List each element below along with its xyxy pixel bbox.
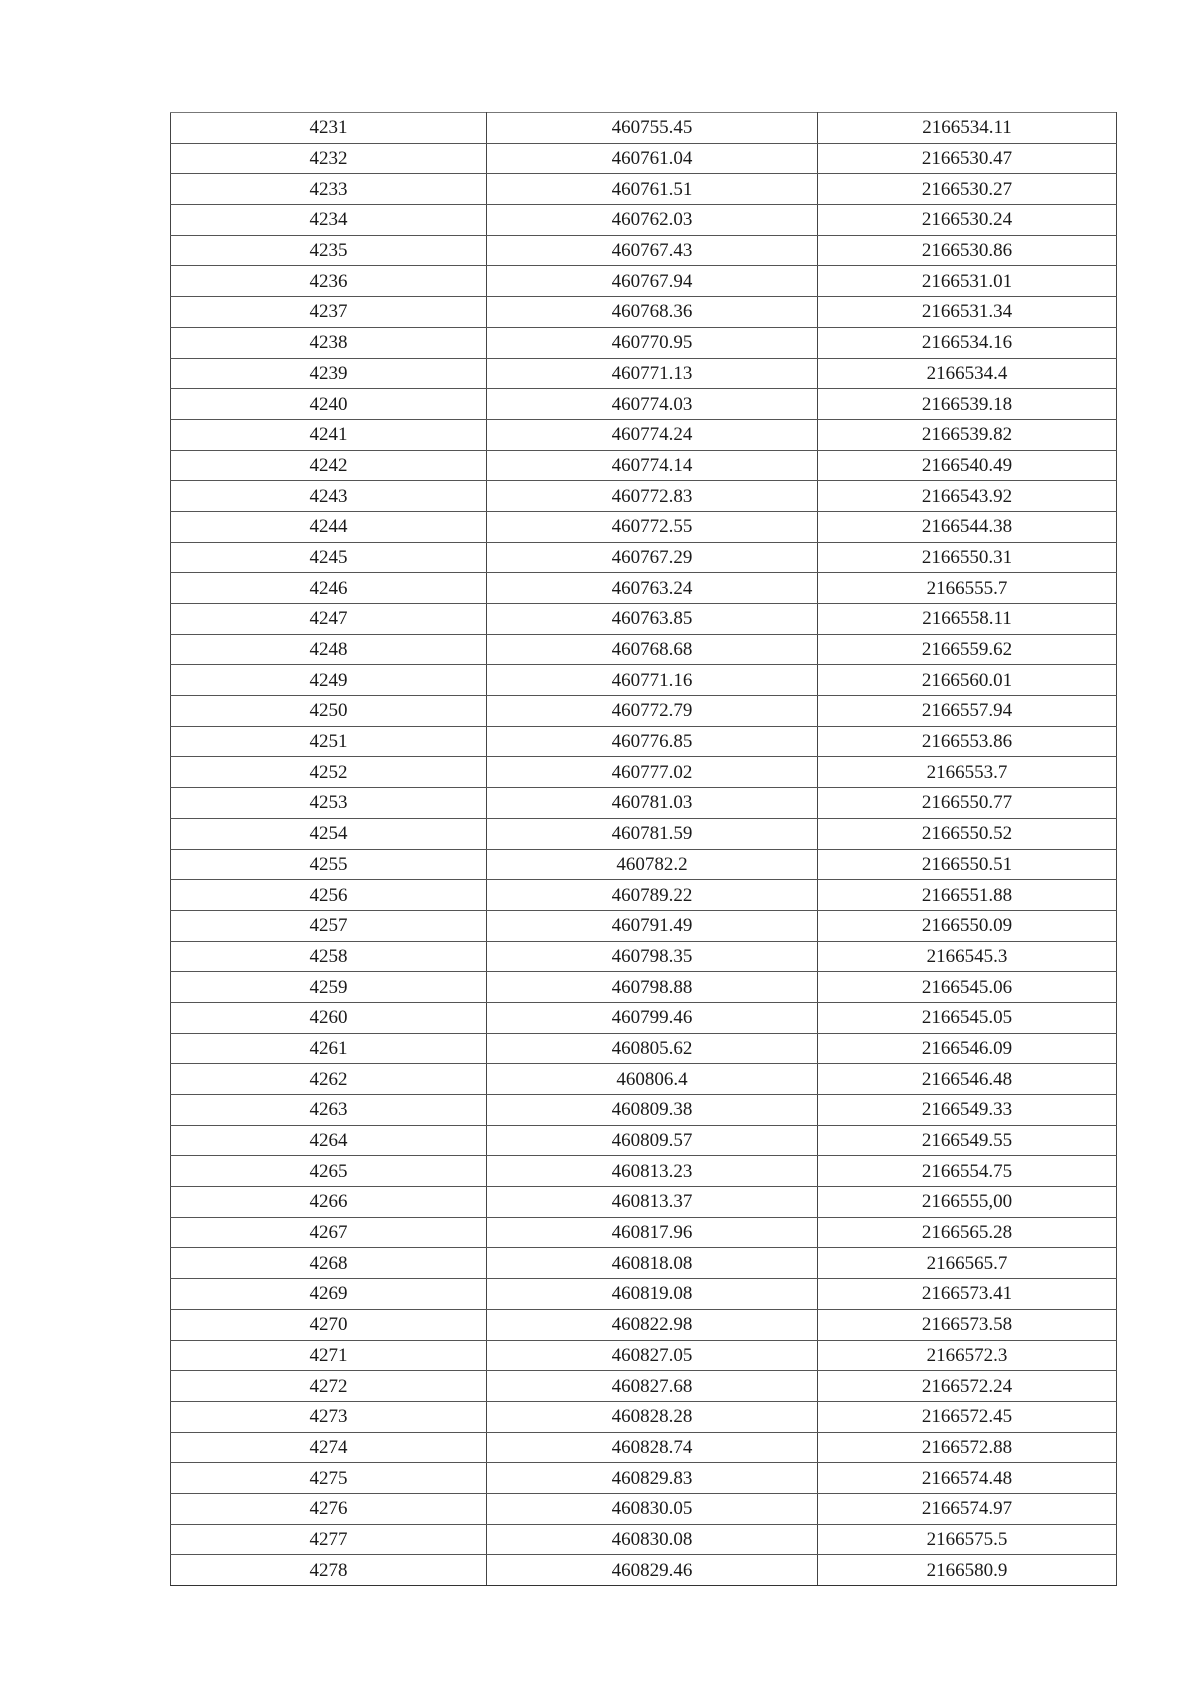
- point-id-cell: 4275: [171, 1463, 487, 1494]
- x-coordinate-cell: 460774.03: [487, 389, 818, 420]
- y-coordinate-cell: 2166574.97: [818, 1493, 1117, 1524]
- y-coordinate-cell: 2166550.51: [818, 849, 1117, 880]
- x-coordinate-cell: 460761.51: [487, 174, 818, 205]
- table-row: [171, 1279, 1117, 1310]
- y-coordinate-cell: 2166539.18: [818, 389, 1117, 420]
- point-id-cell: 4251: [171, 726, 487, 757]
- table-row: [171, 419, 1117, 450]
- table-row: [171, 511, 1117, 542]
- y-coordinate-cell: 2166546.48: [818, 1064, 1117, 1095]
- point-id-cell: 4276: [171, 1493, 487, 1524]
- x-coordinate-cell: 460806.4: [487, 1064, 818, 1095]
- table-row: [171, 1371, 1117, 1402]
- table-row: [171, 665, 1117, 696]
- table-row: [171, 818, 1117, 849]
- y-coordinate-cell: 2166545.06: [818, 972, 1117, 1003]
- coordinates-table: [170, 112, 1117, 1586]
- x-coordinate-cell: 460772.79: [487, 696, 818, 727]
- point-id-cell: 4260: [171, 1002, 487, 1033]
- y-coordinate-cell: 2166572.24: [818, 1371, 1117, 1402]
- table-row: [171, 941, 1117, 972]
- table-row: [171, 450, 1117, 481]
- point-id-cell: 4237: [171, 297, 487, 328]
- x-coordinate-cell: 460771.13: [487, 358, 818, 389]
- y-coordinate-cell: 2166549.33: [818, 1095, 1117, 1126]
- y-coordinate-cell: 2166555.7: [818, 573, 1117, 604]
- point-id-cell: 4254: [171, 818, 487, 849]
- point-id-cell: 4274: [171, 1432, 487, 1463]
- y-coordinate-cell: 2166530.47: [818, 143, 1117, 174]
- y-coordinate-cell: 2166545.3: [818, 941, 1117, 972]
- table-row: [171, 1002, 1117, 1033]
- x-coordinate-cell: 460827.68: [487, 1371, 818, 1402]
- x-coordinate-cell: 460763.24: [487, 573, 818, 604]
- point-id-cell: 4269: [171, 1279, 487, 1310]
- y-coordinate-cell: 2166573.58: [818, 1309, 1117, 1340]
- point-id-cell: 4256: [171, 880, 487, 911]
- point-id-cell: 4238: [171, 327, 487, 358]
- y-coordinate-cell: 2166545.05: [818, 1002, 1117, 1033]
- y-coordinate-cell: 2166573.41: [818, 1279, 1117, 1310]
- point-id-cell: 4262: [171, 1064, 487, 1095]
- point-id-cell: 4241: [171, 419, 487, 450]
- y-coordinate-cell: 2166572.88: [818, 1432, 1117, 1463]
- x-coordinate-cell: 460798.35: [487, 941, 818, 972]
- x-coordinate-cell: 460830.05: [487, 1493, 818, 1524]
- x-coordinate-cell: 460809.57: [487, 1125, 818, 1156]
- point-id-cell: 4249: [171, 665, 487, 696]
- table-row: [171, 205, 1117, 236]
- x-coordinate-cell: 460777.02: [487, 757, 818, 788]
- x-coordinate-cell: 460828.28: [487, 1401, 818, 1432]
- point-id-cell: 4243: [171, 481, 487, 512]
- point-id-cell: 4271: [171, 1340, 487, 1371]
- table-row: [171, 174, 1117, 205]
- point-id-cell: 4270: [171, 1309, 487, 1340]
- y-coordinate-cell: 2166572.45: [818, 1401, 1117, 1432]
- table-row: [171, 1432, 1117, 1463]
- table-row: [171, 1463, 1117, 1494]
- coordinates-document: [170, 112, 1116, 1586]
- point-id-cell: 4247: [171, 604, 487, 635]
- table-row: [171, 1401, 1117, 1432]
- y-coordinate-cell: 2166550.09: [818, 910, 1117, 941]
- x-coordinate-cell: 460776.85: [487, 726, 818, 757]
- point-id-cell: 4266: [171, 1187, 487, 1218]
- y-coordinate-cell: 2166534.16: [818, 327, 1117, 358]
- point-id-cell: 4252: [171, 757, 487, 788]
- point-id-cell: 4244: [171, 511, 487, 542]
- table-row: [171, 1555, 1117, 1586]
- point-id-cell: 4259: [171, 972, 487, 1003]
- table-row: [171, 849, 1117, 880]
- x-coordinate-cell: 460822.98: [487, 1309, 818, 1340]
- y-coordinate-cell: 2166553.7: [818, 757, 1117, 788]
- x-coordinate-cell: 460817.96: [487, 1217, 818, 1248]
- x-coordinate-cell: 460789.22: [487, 880, 818, 911]
- y-coordinate-cell: 2166580.9: [818, 1555, 1117, 1586]
- y-coordinate-cell: 2166534.11: [818, 113, 1117, 144]
- y-coordinate-cell: 2166544.38: [818, 511, 1117, 542]
- y-coordinate-cell: 2166531.34: [818, 297, 1117, 328]
- coordinates-table-body: [171, 113, 1117, 1586]
- y-coordinate-cell: 2166575.5: [818, 1524, 1117, 1555]
- x-coordinate-cell: 460819.08: [487, 1279, 818, 1310]
- x-coordinate-cell: 460813.23: [487, 1156, 818, 1187]
- x-coordinate-cell: 460782.2: [487, 849, 818, 880]
- y-coordinate-cell: 2166550.31: [818, 542, 1117, 573]
- table-row: [171, 1187, 1117, 1218]
- x-coordinate-cell: 460761.04: [487, 143, 818, 174]
- table-row: [171, 757, 1117, 788]
- x-coordinate-cell: 460781.59: [487, 818, 818, 849]
- point-id-cell: 4273: [171, 1401, 487, 1432]
- table-row: [171, 1033, 1117, 1064]
- y-coordinate-cell: 2166539.82: [818, 419, 1117, 450]
- x-coordinate-cell: 460755.45: [487, 113, 818, 144]
- point-id-cell: 4258: [171, 941, 487, 972]
- point-id-cell: 4232: [171, 143, 487, 174]
- x-coordinate-cell: 460781.03: [487, 788, 818, 819]
- y-coordinate-cell: 2166543.92: [818, 481, 1117, 512]
- point-id-cell: 4248: [171, 634, 487, 665]
- table-row: [171, 297, 1117, 328]
- table-row: [171, 113, 1117, 144]
- table-row: [171, 696, 1117, 727]
- table-row: [171, 1125, 1117, 1156]
- x-coordinate-cell: 460768.68: [487, 634, 818, 665]
- y-coordinate-cell: 2166530.24: [818, 205, 1117, 236]
- x-coordinate-cell: 460768.36: [487, 297, 818, 328]
- point-id-cell: 4255: [171, 849, 487, 880]
- table-row: [171, 143, 1117, 174]
- y-coordinate-cell: 2166565.28: [818, 1217, 1117, 1248]
- y-coordinate-cell: 2166558.11: [818, 604, 1117, 635]
- table-row: [171, 788, 1117, 819]
- x-coordinate-cell: 460827.05: [487, 1340, 818, 1371]
- point-id-cell: 4261: [171, 1033, 487, 1064]
- table-row: [171, 1493, 1117, 1524]
- table-row: [171, 972, 1117, 1003]
- point-id-cell: 4242: [171, 450, 487, 481]
- table-row: [171, 235, 1117, 266]
- y-coordinate-cell: 2166549.55: [818, 1125, 1117, 1156]
- table-row: [171, 1095, 1117, 1126]
- x-coordinate-cell: 460830.08: [487, 1524, 818, 1555]
- point-id-cell: 4268: [171, 1248, 487, 1279]
- point-id-cell: 4250: [171, 696, 487, 727]
- y-coordinate-cell: 2166560.01: [818, 665, 1117, 696]
- point-id-cell: 4234: [171, 205, 487, 236]
- x-coordinate-cell: 460774.14: [487, 450, 818, 481]
- x-coordinate-cell: 460767.43: [487, 235, 818, 266]
- y-coordinate-cell: 2166559.62: [818, 634, 1117, 665]
- point-id-cell: 4236: [171, 266, 487, 297]
- x-coordinate-cell: 460762.03: [487, 205, 818, 236]
- point-id-cell: 4267: [171, 1217, 487, 1248]
- x-coordinate-cell: 460763.85: [487, 604, 818, 635]
- x-coordinate-cell: 460767.94: [487, 266, 818, 297]
- point-id-cell: 4245: [171, 542, 487, 573]
- table-row: [171, 726, 1117, 757]
- point-id-cell: 4264: [171, 1125, 487, 1156]
- point-id-cell: 4231: [171, 113, 487, 144]
- table-row: [171, 634, 1117, 665]
- point-id-cell: 4240: [171, 389, 487, 420]
- y-coordinate-cell: 2166565.7: [818, 1248, 1117, 1279]
- table-row: [171, 1217, 1117, 1248]
- table-row: [171, 1156, 1117, 1187]
- y-coordinate-cell: 2166555,00: [818, 1187, 1117, 1218]
- x-coordinate-cell: 460818.08: [487, 1248, 818, 1279]
- point-id-cell: 4235: [171, 235, 487, 266]
- table-row: [171, 1309, 1117, 1340]
- point-id-cell: 4257: [171, 910, 487, 941]
- y-coordinate-cell: 2166551.88: [818, 880, 1117, 911]
- point-id-cell: 4246: [171, 573, 487, 604]
- point-id-cell: 4277: [171, 1524, 487, 1555]
- y-coordinate-cell: 2166530.86: [818, 235, 1117, 266]
- table-row: [171, 542, 1117, 573]
- table-row: [171, 1340, 1117, 1371]
- y-coordinate-cell: 2166546.09: [818, 1033, 1117, 1064]
- x-coordinate-cell: 460805.62: [487, 1033, 818, 1064]
- table-row: [171, 266, 1117, 297]
- x-coordinate-cell: 460774.24: [487, 419, 818, 450]
- point-id-cell: 4233: [171, 174, 487, 205]
- table-row: [171, 1064, 1117, 1095]
- x-coordinate-cell: 460799.46: [487, 1002, 818, 1033]
- table-row: [171, 573, 1117, 604]
- x-coordinate-cell: 460771.16: [487, 665, 818, 696]
- y-coordinate-cell: 2166557.94: [818, 696, 1117, 727]
- x-coordinate-cell: 460772.55: [487, 511, 818, 542]
- x-coordinate-cell: 460813.37: [487, 1187, 818, 1218]
- y-coordinate-cell: 2166534.4: [818, 358, 1117, 389]
- point-id-cell: 4239: [171, 358, 487, 389]
- table-row: [171, 1524, 1117, 1555]
- x-coordinate-cell: 460829.83: [487, 1463, 818, 1494]
- table-row: [171, 389, 1117, 420]
- table-row: [171, 327, 1117, 358]
- point-id-cell: 4272: [171, 1371, 487, 1402]
- x-coordinate-cell: 460829.46: [487, 1555, 818, 1586]
- point-id-cell: 4253: [171, 788, 487, 819]
- y-coordinate-cell: 2166550.52: [818, 818, 1117, 849]
- table-row: [171, 604, 1117, 635]
- y-coordinate-cell: 2166553.86: [818, 726, 1117, 757]
- table-row: [171, 481, 1117, 512]
- y-coordinate-cell: 2166540.49: [818, 450, 1117, 481]
- table-row: [171, 910, 1117, 941]
- x-coordinate-cell: 460828.74: [487, 1432, 818, 1463]
- y-coordinate-cell: 2166554.75: [818, 1156, 1117, 1187]
- x-coordinate-cell: 460767.29: [487, 542, 818, 573]
- y-coordinate-cell: 2166550.77: [818, 788, 1117, 819]
- y-coordinate-cell: 2166530.27: [818, 174, 1117, 205]
- x-coordinate-cell: 460770.95: [487, 327, 818, 358]
- point-id-cell: 4263: [171, 1095, 487, 1126]
- table-row: [171, 880, 1117, 911]
- y-coordinate-cell: 2166574.48: [818, 1463, 1117, 1494]
- point-id-cell: 4278: [171, 1555, 487, 1586]
- x-coordinate-cell: 460791.49: [487, 910, 818, 941]
- y-coordinate-cell: 2166572.3: [818, 1340, 1117, 1371]
- x-coordinate-cell: 460772.83: [487, 481, 818, 512]
- x-coordinate-cell: 460809.38: [487, 1095, 818, 1126]
- y-coordinate-cell: 2166531.01: [818, 266, 1117, 297]
- table-row: [171, 1248, 1117, 1279]
- table-row: [171, 358, 1117, 389]
- x-coordinate-cell: 460798.88: [487, 972, 818, 1003]
- point-id-cell: 4265: [171, 1156, 487, 1187]
